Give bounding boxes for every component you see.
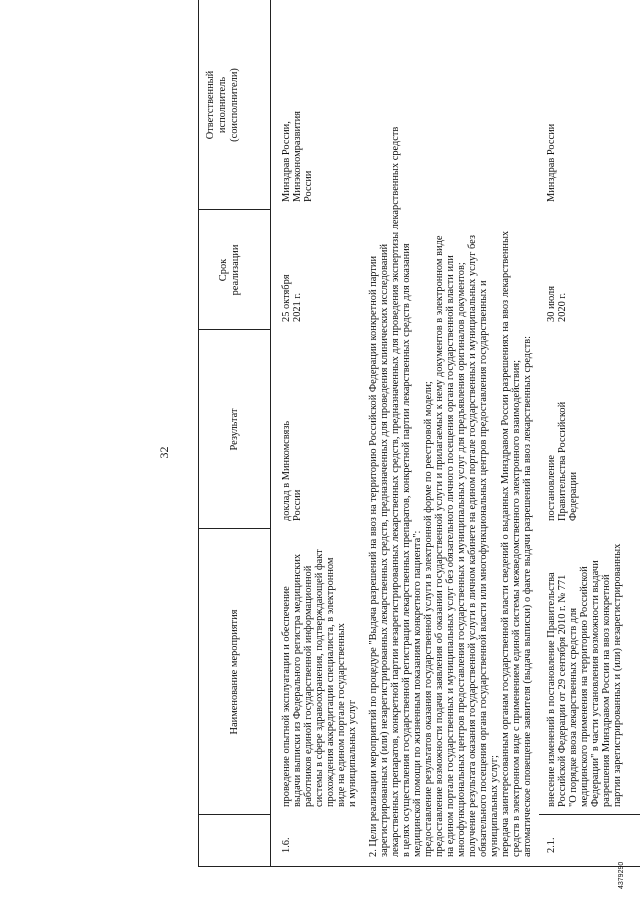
row-2-1-term-0: 30 июля xyxy=(546,285,557,322)
section-2-line-9: получение результата оказания государственной услуги в личном кабинете на едином портале государственных и муниципальных услуг без xyxy=(467,235,478,857)
row-2-1-name-1: Российской Федерации от 29 сентября 2010 г. № 771 xyxy=(557,574,568,807)
section-2-line-3: в целях осуществления государственной регистрации лекарственных препаратов, конкретной партии лекарственных средств для оказания xyxy=(401,243,412,857)
section-2-line-4: медицинской помощи по жизненным показаниям конкретного пациента": xyxy=(412,530,423,857)
row-1-6-resp-1: Минэкономразвития xyxy=(292,111,303,202)
section-2-line-13: средств в электронном виде с применением единой системы межведомственного электронного взаимодействия; xyxy=(511,360,522,857)
page-number: 32 xyxy=(157,446,171,459)
section-2-line-1: зарегистрированных и (или) незарегистрированных лекарственных средств, предназначенных для проведения клинических исследований xyxy=(379,243,390,857)
col-sep-num-r2 xyxy=(539,814,640,815)
row-2-1-name-2: "О порядке ввоза лекарственных средств для xyxy=(568,607,579,807)
section-2-line-2: лекарственных препаратов, конкретной партии незарегистрированных лекарственных средств, предназначенных для проведения экспертизы лекарственных средств xyxy=(390,126,401,857)
header-resp-2: исполнитель xyxy=(217,76,228,134)
header-term-1: Срок xyxy=(218,258,229,282)
row-1-6-term-1: 2021 г. xyxy=(292,292,303,322)
row-1-6-name-3: системы в сфере здравоохранения, подтверждающей факт xyxy=(314,549,325,807)
row-1-6-result-1: России xyxy=(292,489,303,521)
row-2-1-name-3: медицинского применения на территорию Российской xyxy=(579,566,590,807)
row-2-1-number: 2.1. xyxy=(546,837,557,853)
header-resp-3: (соисполнители) xyxy=(229,68,240,142)
row-1-6-name-0: проведение опытной эксплуатации и обеспечение xyxy=(281,586,292,807)
table-left-border xyxy=(198,866,640,867)
row-2-1-name-6: партии зарегистрированных и (или) незарегистрированных xyxy=(612,543,623,807)
row-2-1-result-0: постановление xyxy=(546,455,557,521)
section-2-line-10: обязательного посещения органа государственной власти или многофункциональных центров предоставления государственных и xyxy=(478,280,489,857)
row-1-6-name-6: и муниципальных услуг xyxy=(347,699,358,807)
row-2-1-resp-0: Минздрав России xyxy=(546,123,557,202)
table-header-border xyxy=(270,0,271,867)
row-2-1-name-5: разрешения Минздравом России на ввоз конкретной xyxy=(601,574,612,807)
section-2-line-6: предоставление возможности подачи заявления об оказании государственной услуги и прилагаемых к нему документов в электронном виде xyxy=(434,235,445,857)
row-2-1-result-1: Правительства Российской xyxy=(557,401,568,521)
section-2-line-14: автоматическое оповещение заявителя (выдача выписки) о факте выдачи разрешений на ввоз лекарственных средств: xyxy=(522,335,533,857)
row-1-6-resp-0: Минздрав России, xyxy=(281,121,292,202)
row-2-1-name-0: внесение изменений в постановление Правительства xyxy=(546,572,557,807)
header-name: Наименование мероприятия xyxy=(229,609,240,735)
row-1-6-name-4: прохождения аккредитации специалиста, в электронном xyxy=(325,557,336,807)
row-1-6-name-1: выдачи выписки из Федерального регистра медицинских xyxy=(292,553,303,807)
section-2-line-8: многофункциональных центров предоставления государственных и муниципальных услуг для предъявления оригиналов документов; xyxy=(456,262,467,857)
row-1-6-name-2: работников единой государственной информационной xyxy=(303,565,314,807)
section-2-line-7: на едином портале государственных и муниципальных услуг без обязательного личного посещения органа государственной власти или xyxy=(445,255,456,857)
header-term-2: реализации xyxy=(230,244,241,296)
header-resp-1: Ответственный xyxy=(205,70,216,140)
section-2-line-12: передача заинтересованным органам государственной власти сведений о выданных Минздравом России разрешениях на ввоз лекарственных xyxy=(500,230,511,857)
table-top-border xyxy=(198,0,199,867)
row-1-6-result-0: доклад в Минкомсвязь xyxy=(281,420,292,521)
row-1-6-term-0: 25 октября xyxy=(281,274,292,322)
row-2-1-name-4: Федерации" в части установления возможности выдачи xyxy=(590,560,601,807)
header-result: Результат xyxy=(229,408,240,451)
row-2-1-term-1: 2020 г. xyxy=(557,292,568,322)
row-1-6-resp-2: России xyxy=(303,170,314,202)
row-1-6-name-5: виде на едином портале государственных xyxy=(336,623,347,807)
section-2-line-11: муниципальных услуг; xyxy=(489,755,500,857)
row-2-1-result-2: Федерации xyxy=(568,471,579,521)
section-2-line-0: 2. Цели реализации мероприятий по процедуре "Выдача разрешений на ввоз на территорию Российской Федерации конкретной партии xyxy=(368,255,379,857)
document-id: 4379290 xyxy=(618,861,625,889)
row-1-6-number: 1.6. xyxy=(281,837,292,853)
section-2-line-5: предоставление результатов оказания государственной услуги в электронной форме по реестровой модели; xyxy=(423,381,434,857)
